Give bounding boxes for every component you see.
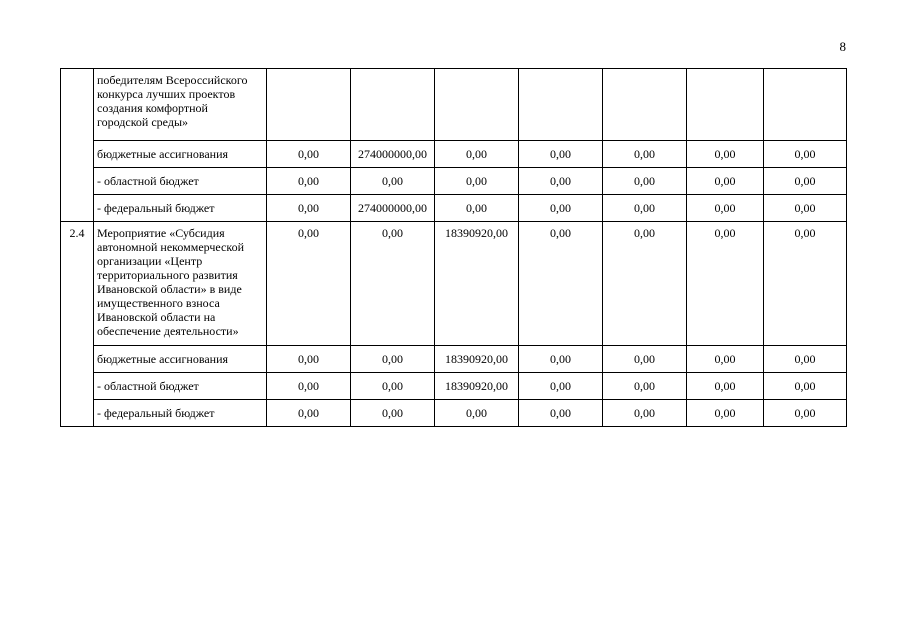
amount-cell: 0,00 bbox=[764, 222, 847, 346]
amount-cell: 0,00 bbox=[603, 168, 687, 195]
description-line: победителям Всероссийского bbox=[97, 73, 248, 87]
amount-cell: 0,00 bbox=[519, 168, 603, 195]
budget-row bbox=[61, 168, 847, 195]
amount-cell: 0,00 bbox=[267, 195, 351, 222]
description-row bbox=[61, 222, 847, 346]
page-number: 8 bbox=[839, 39, 846, 54]
budget-source-label: бюджетные ассигнования bbox=[94, 141, 267, 168]
amount-cell: 0,00 bbox=[351, 373, 435, 400]
amount-cell bbox=[603, 69, 687, 141]
description-line: создания комфортной bbox=[97, 101, 208, 115]
budget-source-label: - областной бюджет bbox=[94, 168, 267, 195]
budget-source-label: - федеральный бюджет bbox=[94, 400, 267, 427]
amount-cell bbox=[519, 69, 603, 141]
amount-cell: 0,00 bbox=[351, 222, 435, 346]
amount-cell: 18390920,00 bbox=[435, 373, 519, 400]
description-line: Ивановской области» в виде bbox=[97, 282, 242, 296]
budget-row bbox=[61, 195, 847, 222]
amount-cell: 0,00 bbox=[267, 346, 351, 373]
amount-cell: 0,00 bbox=[435, 400, 519, 427]
budget-row bbox=[61, 373, 847, 400]
amount-cell: 0,00 bbox=[603, 373, 687, 400]
description-line: территориального развития bbox=[97, 268, 238, 282]
amount-cell: 0,00 bbox=[687, 168, 764, 195]
amount-cell: 0,00 bbox=[519, 373, 603, 400]
amount-cell: 0,00 bbox=[267, 400, 351, 427]
measure-description-cell bbox=[94, 222, 267, 346]
amount-cell: 0,00 bbox=[267, 168, 351, 195]
amount-cell: 0,00 bbox=[764, 141, 847, 168]
amount-cell: 0,00 bbox=[687, 195, 764, 222]
amount-cell: 0,00 bbox=[603, 141, 687, 168]
budget-source-label: - областной бюджет bbox=[94, 373, 267, 400]
amount-cell: 0,00 bbox=[764, 373, 847, 400]
amount-cell: 0,00 bbox=[435, 141, 519, 168]
amount-cell: 0,00 bbox=[267, 373, 351, 400]
item-number-cell bbox=[61, 69, 94, 222]
budget-row bbox=[61, 346, 847, 373]
amount-cell: 0,00 bbox=[687, 222, 764, 346]
amount-cell: 0,00 bbox=[519, 141, 603, 168]
amount-cell: 0,00 bbox=[435, 195, 519, 222]
amount-cell: 0,00 bbox=[519, 195, 603, 222]
amount-cell: 0,00 bbox=[519, 400, 603, 427]
description-line: автономной некоммерческой bbox=[97, 240, 244, 254]
amount-cell: 0,00 bbox=[603, 400, 687, 427]
description-line: Ивановской области на bbox=[97, 310, 216, 324]
amount-cell: 18390920,00 bbox=[435, 346, 519, 373]
amount-cell: 0,00 bbox=[764, 400, 847, 427]
budget-source-label: - федеральный бюджет bbox=[94, 195, 267, 222]
amount-cell: 0,00 bbox=[603, 195, 687, 222]
amount-cell: 0,00 bbox=[267, 222, 351, 346]
item-number-cell: 2.4 bbox=[61, 222, 94, 427]
amount-cell: 0,00 bbox=[603, 222, 687, 346]
description-line: Мероприятие «Субсидия bbox=[97, 226, 225, 240]
amount-cell: 0,00 bbox=[351, 400, 435, 427]
amount-cell: 0,00 bbox=[435, 168, 519, 195]
amount-cell: 0,00 bbox=[687, 141, 764, 168]
description-line: организации «Центр bbox=[97, 254, 203, 268]
amount-cell: 0,00 bbox=[687, 373, 764, 400]
amount-cell: 0,00 bbox=[351, 346, 435, 373]
amount-cell: 0,00 bbox=[687, 346, 764, 373]
description-line: обеспечение деятельности» bbox=[97, 324, 239, 338]
description-line: конкурса лучших проектов bbox=[97, 87, 236, 101]
amount-cell: 0,00 bbox=[764, 168, 847, 195]
amount-cell: 0,00 bbox=[764, 195, 847, 222]
amount-cell: 0,00 bbox=[351, 168, 435, 195]
amount-cell bbox=[687, 69, 764, 141]
amount-cell bbox=[351, 69, 435, 141]
amount-cell: 0,00 bbox=[519, 346, 603, 373]
budget-row bbox=[61, 141, 847, 168]
description-row bbox=[61, 69, 847, 141]
amount-cell bbox=[267, 69, 351, 141]
amount-cell: 0,00 bbox=[603, 346, 687, 373]
amount-cell bbox=[435, 69, 519, 141]
amount-cell: 0,00 bbox=[687, 400, 764, 427]
amount-cell bbox=[764, 69, 847, 141]
description-line: имущественного взноса bbox=[97, 296, 220, 310]
description-line: городской среды» bbox=[97, 115, 189, 129]
budget-row bbox=[61, 400, 847, 427]
amount-cell: 0,00 bbox=[764, 346, 847, 373]
budget-table bbox=[60, 68, 847, 427]
amount-cell: 18390920,00 bbox=[435, 222, 519, 346]
table-body bbox=[61, 69, 847, 427]
measure-description-cell bbox=[94, 69, 267, 141]
amount-cell: 274000000,00 bbox=[351, 195, 435, 222]
budget-source-label: бюджетные ассигнования bbox=[94, 346, 267, 373]
amount-cell: 0,00 bbox=[267, 141, 351, 168]
amount-cell: 0,00 bbox=[519, 222, 603, 346]
amount-cell: 274000000,00 bbox=[351, 141, 435, 168]
